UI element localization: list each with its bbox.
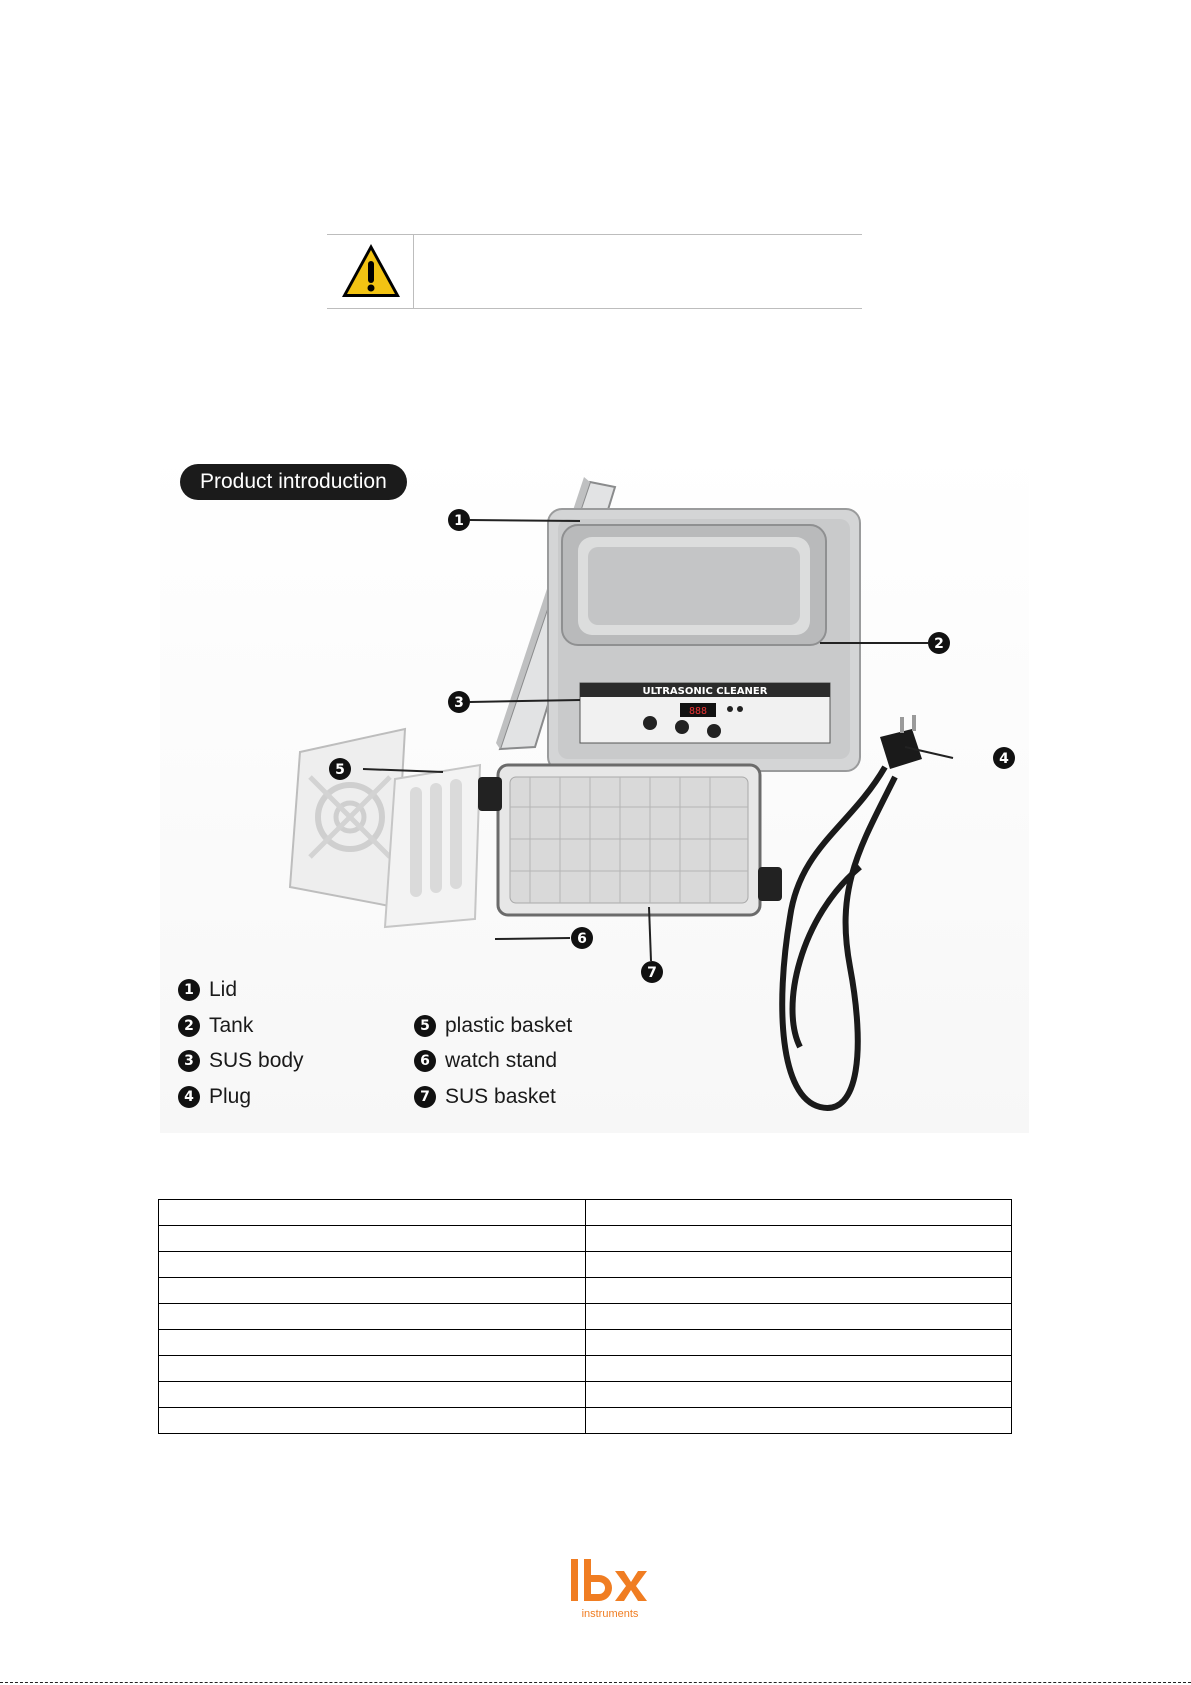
callout-badge-7 xyxy=(641,961,663,983)
table-cell xyxy=(159,1226,586,1252)
legend-number: 1 xyxy=(178,979,200,1001)
legend-item-watch-stand xyxy=(414,1046,557,1076)
table-cell xyxy=(585,1278,1012,1304)
legend-number: 7 xyxy=(414,1086,436,1108)
table-row xyxy=(159,1382,1012,1408)
legend-label: SUS basket xyxy=(445,1085,556,1108)
legend-label: SUS body xyxy=(209,1049,304,1072)
legend-item-sus-body xyxy=(178,1046,304,1076)
table-cell xyxy=(585,1226,1012,1252)
callout-badge-2 xyxy=(928,632,950,654)
legend-number: 5 xyxy=(414,1015,436,1037)
legend-number: 3 xyxy=(178,1050,200,1072)
legend-label: Plug xyxy=(209,1085,252,1108)
callout-badge-5 xyxy=(329,758,351,780)
legend-item-plug xyxy=(178,1082,251,1112)
sus-basket-part xyxy=(478,765,782,915)
lbx-instruments-logo xyxy=(565,1557,655,1625)
table-cell xyxy=(159,1382,586,1408)
device-display: 888 xyxy=(688,706,708,717)
table-cell xyxy=(159,1330,586,1356)
callout-number: 1 xyxy=(454,513,464,529)
legend-number: 6 xyxy=(414,1050,436,1072)
product-introduction-figure xyxy=(160,447,1029,1133)
warning-callout xyxy=(327,234,862,309)
table-cell xyxy=(159,1356,586,1382)
table-cell xyxy=(159,1200,586,1226)
legend-label: watch stand xyxy=(445,1049,558,1072)
table-row xyxy=(159,1330,1012,1356)
table-cell xyxy=(585,1408,1012,1434)
table-cell xyxy=(159,1278,586,1304)
table-row xyxy=(159,1356,1012,1382)
spec-table xyxy=(158,1199,1012,1434)
warning-triangle-icon xyxy=(339,241,403,301)
callout-badge-3 xyxy=(448,691,470,713)
table-row xyxy=(159,1200,1012,1226)
callout-number: 2 xyxy=(934,636,944,652)
callout-number: 7 xyxy=(647,965,657,981)
table-cell xyxy=(585,1304,1012,1330)
legend-item-sus-basket xyxy=(414,1082,556,1112)
legend-item-tank xyxy=(178,1011,253,1041)
bottom-divider xyxy=(0,1682,1191,1683)
callout-badge-1 xyxy=(448,509,470,531)
callout-number: 5 xyxy=(335,762,345,778)
legend-item-plastic-basket xyxy=(414,1011,572,1041)
plug-part xyxy=(782,715,922,1108)
table-row xyxy=(159,1304,1012,1330)
table-cell xyxy=(585,1200,1012,1226)
table-row xyxy=(159,1226,1012,1252)
table-cell xyxy=(585,1382,1012,1408)
sus-body-part xyxy=(548,509,860,771)
warning-divider xyxy=(413,235,414,308)
table-row xyxy=(159,1252,1012,1278)
watch-stand-part xyxy=(385,765,480,927)
legend-number: 4 xyxy=(178,1086,200,1108)
table-cell xyxy=(159,1304,586,1330)
device-panel-title: ULTRASONIC CLEANER xyxy=(642,686,768,697)
legend-item-lid xyxy=(178,975,237,1005)
callout-number: 3 xyxy=(454,695,464,711)
legend-label: Lid xyxy=(209,978,238,1001)
product-intro-title: Product introduction xyxy=(180,464,407,500)
table-row xyxy=(159,1408,1012,1434)
callout-badge-4 xyxy=(993,747,1015,769)
ultrasonic-cleaner-illustration xyxy=(160,447,1029,1133)
legend-label: Tank xyxy=(209,1014,254,1037)
legend-number: 2 xyxy=(178,1015,200,1037)
table-cell xyxy=(585,1330,1012,1356)
table-cell xyxy=(159,1408,586,1434)
legend-label: plastic basket xyxy=(445,1014,573,1037)
table-cell xyxy=(585,1356,1012,1382)
logo-tagline: instruments xyxy=(581,1608,639,1620)
table-cell xyxy=(585,1252,1012,1278)
callout-number: 4 xyxy=(999,751,1009,767)
table-row xyxy=(159,1278,1012,1304)
table-cell xyxy=(159,1252,586,1278)
callout-number: 6 xyxy=(577,931,587,947)
callout-badge-6 xyxy=(571,927,593,949)
